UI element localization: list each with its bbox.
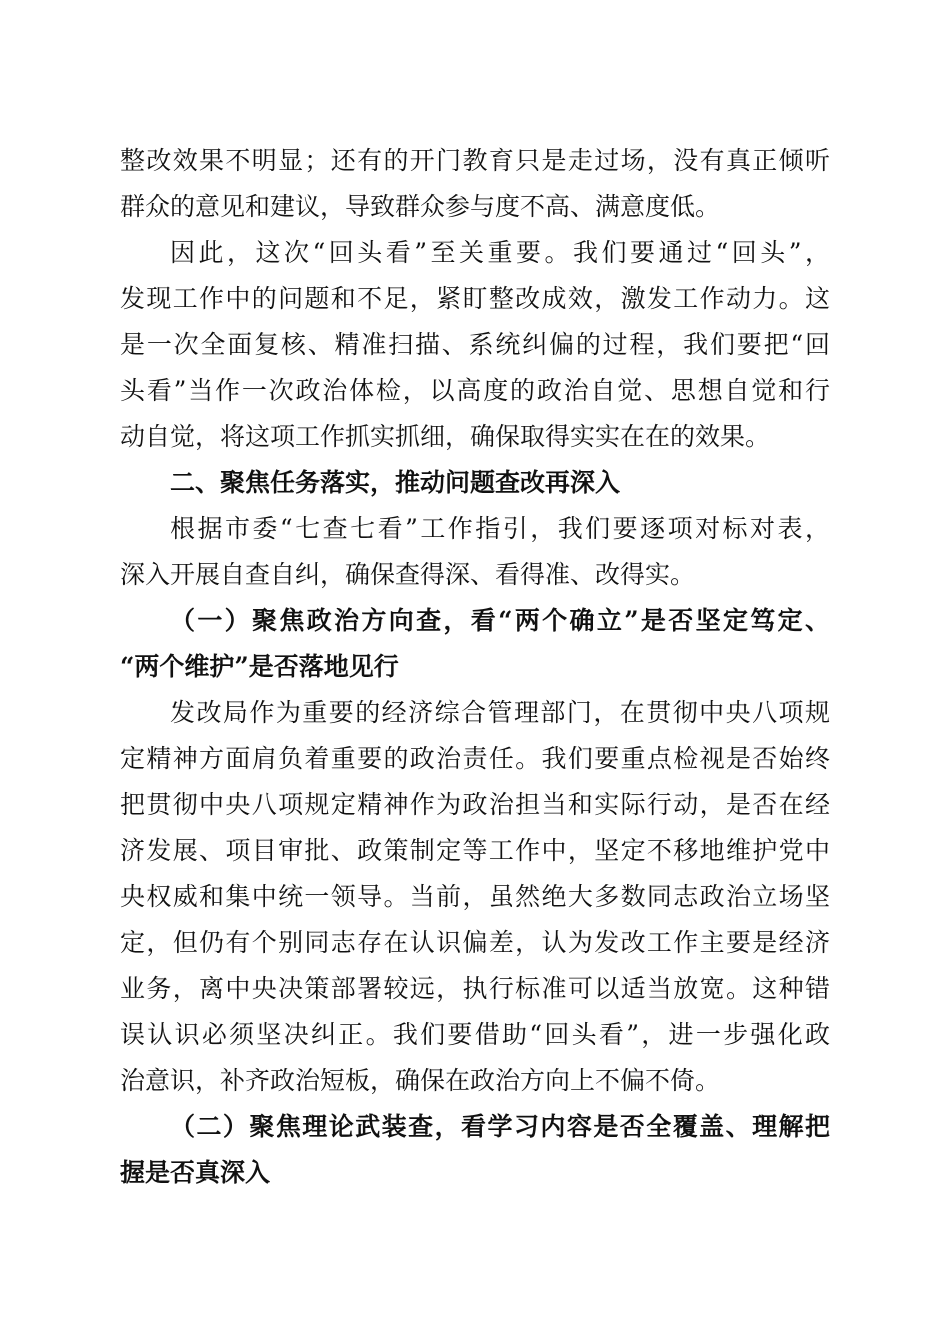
subheading-line: （一）聚焦政治方向查，看“两个确立”是否坚定笃定、 [170,606,830,635]
subheading-line: 握是否真深入 [120,1158,271,1187]
subheading-line: （二）聚焦理论武装查，看学习内容是否全覆盖、理解把 [170,1112,830,1141]
text-line: 整改效果不明显；还有的开门教育只是走过场，没有真正倾听 [120,146,830,175]
text-line: 把贯彻中央八项规定精神作为政治担当和实际行动，是否在经 [120,790,830,819]
text-line: 根据市委“七查七看”工作指引，我们要逐项对标对表， [170,514,830,543]
text-line: 动自觉，将这项工作抓实抓细，确保取得实实在在的效果。 [120,422,771,451]
paragraph-2 [120,230,830,460]
text-line: 定精神方面肩负着重要的政治责任。我们要重点检视是否始终 [120,744,830,773]
paragraph-3 [120,506,830,598]
text-line: 发改局作为重要的经济综合管理部门，在贯彻中央八项规 [170,698,830,727]
text-line: 发现工作中的问题和不足，紧盯整改成效，激发工作动力。这 [120,284,830,313]
text-line: 济发展、项目审批、政策制定等工作中，坚定不移地维护党中 [120,836,830,865]
text-line: 深入开展自查自纠，确保查得深、看得准、改得实。 [120,560,696,589]
text-line: 头看”当作一次政治体检，以高度的政治自觉、思想自觉和行 [120,376,830,405]
section-heading-text: 二、聚焦任务落实，推动问题查改再深入 [170,468,621,497]
text-line: 定，但仍有个别同志存在认识偏差，认为发改工作主要是经济 [120,928,830,957]
text-line: 群众的意见和建议，导致群众参与度不高、满意度低。 [120,192,721,221]
subheading-line: “两个维护”是否落地见行 [120,652,399,681]
text-line: 是一次全面复核、精准扫描、系统纠偏的过程，我们要把“回 [120,330,830,359]
paragraph-4 [120,690,830,1104]
paragraph-1 [120,138,830,230]
document-page [120,138,830,1196]
subsection-2-heading [120,1104,830,1196]
text-line: 业务，离中央决策部署较远，执行标准可以适当放宽。这种错 [120,974,830,1003]
text-line: 误认识必须坚决纠正。我们要借助“回头看”，进一步强化政 [120,1020,830,1049]
subsection-1-heading [120,598,830,690]
section-2-heading [120,460,830,506]
text-line: 央权威和集中统一领导。当前，虽然绝大多数同志政治立场坚 [120,882,830,911]
text-line: 因此，这次“回头看”至关重要。我们要通过“回头”， [170,238,830,267]
text-line: 治意识，补齐政治短板，确保在政治方向上不偏不倚。 [120,1066,721,1095]
